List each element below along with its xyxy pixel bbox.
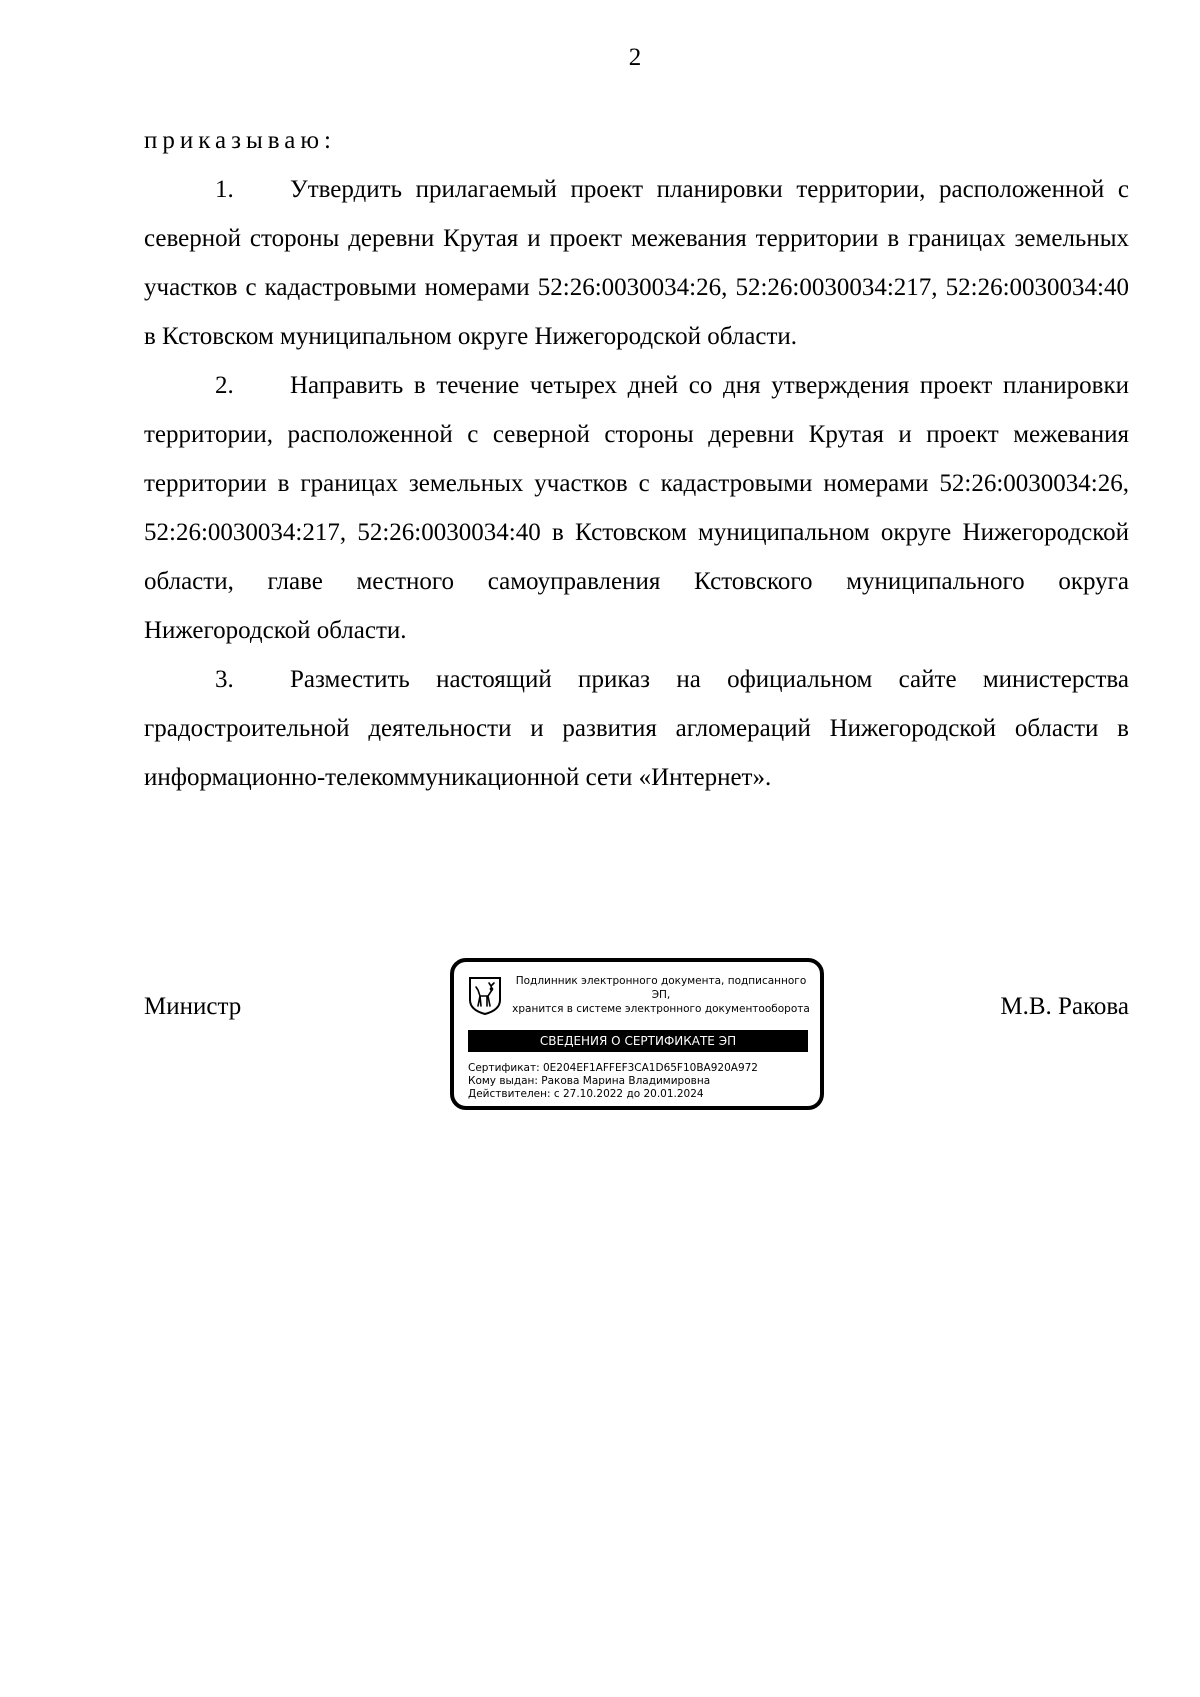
order-item-2 — [144, 361, 1129, 655]
stamp-caption-line: Подлинник электронного документа, подписанного ЭП, — [515, 975, 807, 1001]
signer-name: М.В. Ракова — [1000, 993, 1129, 1020]
order-item-3 — [144, 655, 1129, 802]
coat-of-arms-icon — [468, 976, 502, 1016]
order-item-text: Направить в течение четырех дней со дня утверждения проект планировки территории, расположенной с северной стороны деревни Крутая и проект межевания территории в границах земельных участков с кадастровыми номерами 52:26:0030034:26, 52:26:0030034:217, 52:26:0030034:40 в Кстовском муниципальном округе Нижегородской области, главе местного самоуправления Кстовского муниципального округа Нижегородской области. — [144, 372, 1129, 644]
certificate-owner: Кому выдан: Ракова Марина Владимировна — [468, 1075, 711, 1087]
signature-block — [144, 958, 1129, 1118]
e-signature-stamp — [450, 958, 824, 1110]
document-body — [144, 116, 1129, 802]
certificate-number: Сертификат: 0E204EF1AFFEF3CA1D65F10BA920A972 — [468, 1062, 758, 1074]
stamp-caption-line: хранится в системе электронного документооборота — [512, 1003, 810, 1015]
order-item-number: 3. — [215, 666, 234, 693]
order-item-number: 2. — [215, 372, 234, 399]
certificate-details — [468, 1062, 818, 1101]
order-item-1 — [144, 165, 1129, 361]
stamp-caption — [506, 974, 816, 1016]
order-item-text: Разместить настоящий приказ на официальном сайте министерства градостроительной деятельности и развития агломераций Нижегородской области в информационно-телекоммуникационной сети «Интернет». — [144, 666, 1129, 791]
order-item-text: Утвердить прилагаемый проект планировки территории, расположенной с северной стороны деревни Крутая и проект межевания территории в границах земельных участков с кадастровыми номерами 52:26:0030034:26, 52:26:0030034:217, 52:26:0030034:40 в Кстовском муниципальном округе Нижегородской области. — [144, 176, 1129, 350]
order-intro: приказываю: — [144, 127, 336, 154]
certificate-validity: Действителен: с 27.10.2022 до 20.01.2024 — [468, 1088, 704, 1100]
stamp-header: СВЕДЕНИЯ О СЕРТИФИКАТЕ ЭП — [468, 1030, 808, 1052]
signer-title: Министр — [144, 993, 242, 1020]
page-number: 2 — [628, 44, 642, 71]
order-item-number: 1. — [215, 176, 234, 203]
